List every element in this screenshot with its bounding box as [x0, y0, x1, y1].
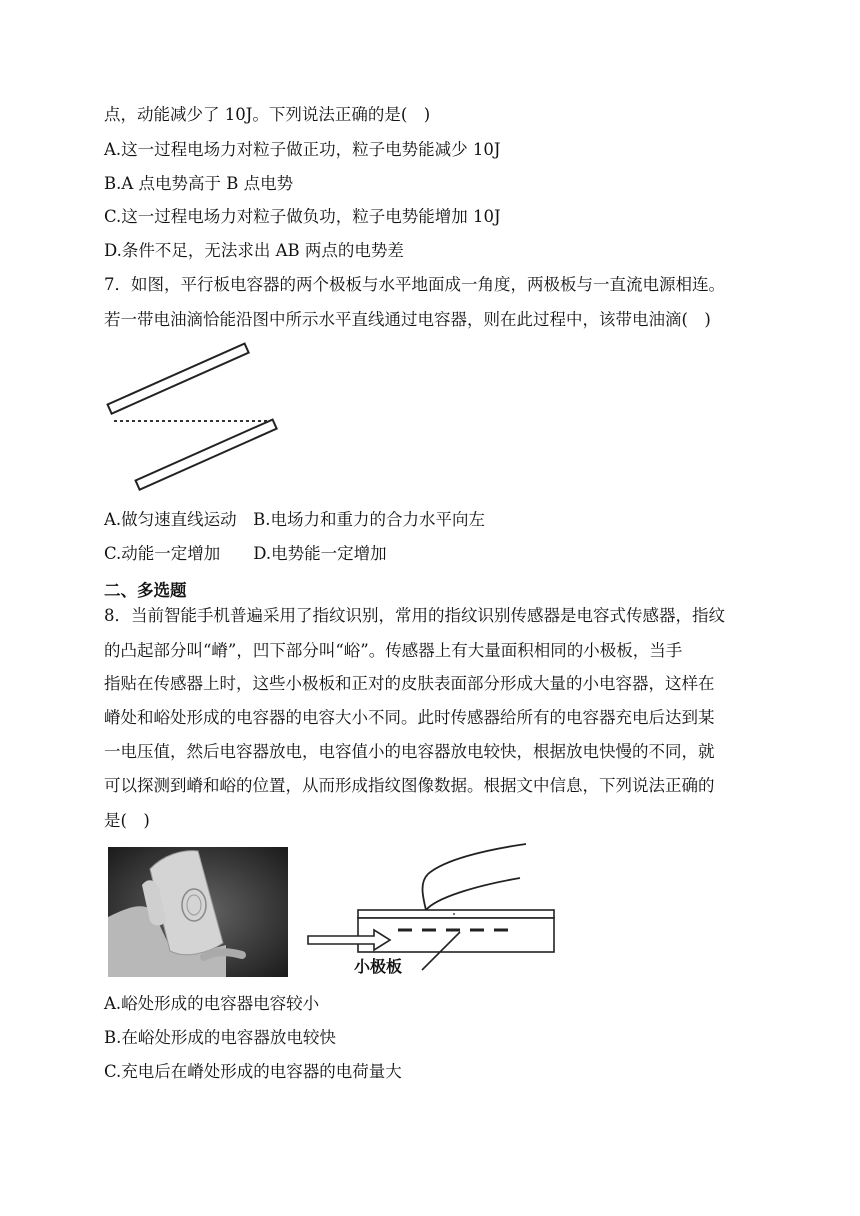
q6-option-d: D.条件不足，无法求出 AB 两点的电势差 [104, 241, 404, 260]
q7-stem-line-2: 若一带电油滴恰能沿图中所示水平直线通过电容器，则在此过程中，该带电油滴( ) [104, 310, 711, 329]
q8-stem-line: 指贴在传感器上时，这些小极板和正对的皮肤表面部分形成大量的小电容器，这样在 [104, 674, 715, 693]
arrow-icon [308, 930, 390, 950]
section-heading: 二、多选题 [104, 581, 187, 600]
sensor-diagram-drawing [304, 838, 564, 980]
sensor-diagram [304, 838, 564, 980]
q6-stem-tail: 点，动能减少了 10J。下列说法正确的是( ) [104, 105, 431, 124]
q8-option-c: C.充电后在嵴处形成的电容器的电荷量大 [104, 1062, 402, 1081]
q8-option-b: B.在峪处形成的电容器放电较快 [104, 1028, 336, 1047]
fingerprint-phone-photo [108, 847, 288, 977]
sensor-top-layer [358, 910, 554, 918]
q7-options-row-1: A.做匀速直线运动 B.电场力和重力的合力水平向左 [104, 510, 486, 529]
q8-stem-line: 是( ) [104, 811, 150, 830]
finger-outline [423, 844, 527, 910]
lower-plate [136, 420, 277, 490]
q6-option-a: A.这一过程电场力对粒子做正功，粒子电势能减少 10J [104, 140, 501, 159]
capacitor-plates-figure [104, 340, 284, 500]
q6-option-b: B.A 点电势高于 B 点电势 [104, 174, 294, 193]
small-plate-label: 小极板 [354, 957, 403, 976]
q6-option-c: C.这一过程电场力对粒子做负功，粒子电势能增加 10J [104, 207, 501, 226]
q8-stem-line: 可以探测到嵴和峪的位置，从而形成指纹图像数据。根据文中信息，下列说法正确的 [104, 776, 715, 795]
q7-stem-line-1: 7．如图，平行板电容器的两个极板与水平地面成一角度，两极板与一直流电源相连。 [104, 275, 725, 294]
q7-options-row-2: C.动能一定增加 D.电势能一定增加 [104, 544, 387, 563]
q8-stem-line: 8．当前智能手机普遍采用了指纹识别，常用的指纹识别传感器是电容式传感器，指纹 [104, 606, 725, 625]
q8-stem-line: 的凸起部分叫“嵴”，凹下部分叫“峪”。传感器上有大量面积相同的小极板，当手 [104, 641, 683, 660]
q8-stem-line: 嵴处和峪处形成的电容器的电容大小不同。此时传感器给所有的电容器充电后达到某 [104, 708, 715, 727]
q8-stem-line: 一电压值，然后电容器放电，电容值小的电容器放电较快，根据放电快慢的不同，就 [104, 742, 715, 761]
q8-option-a: A.峪处形成的电容器电容较小 [104, 994, 320, 1013]
upper-plate [108, 344, 249, 414]
